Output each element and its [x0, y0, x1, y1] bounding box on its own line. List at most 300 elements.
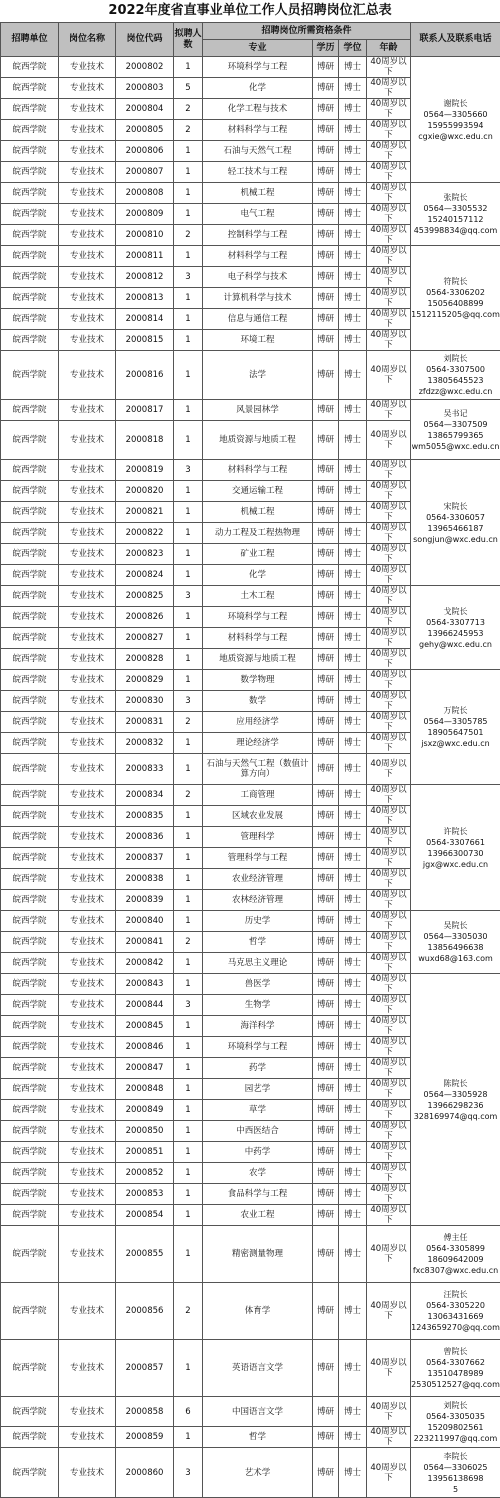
table-row — [1, 351, 500, 400]
cell-post-code: 2000826 — [116, 607, 174, 628]
cell-major: 食品科学与工程 — [203, 1184, 313, 1205]
cell-education: 博研 — [313, 78, 339, 99]
table-row — [1, 785, 500, 806]
cell-unit: 皖西学院 — [1, 691, 59, 712]
cell-count: 1 — [174, 400, 203, 421]
contact-cell — [411, 670, 500, 785]
cell-major: 化学 — [203, 565, 313, 586]
cell-major: 农业经济管理 — [203, 869, 313, 890]
cell-post-name: 专业技术 — [59, 544, 116, 565]
cell-unit: 皖西学院 — [1, 57, 59, 78]
cell-degree: 博士 — [339, 1184, 367, 1205]
cell-post-name: 专业技术 — [59, 225, 116, 246]
table-row — [1, 1283, 500, 1340]
cell-post-code: 2000841 — [116, 932, 174, 953]
contact-cell — [411, 1226, 500, 1283]
cell-age: 40周岁以下 — [367, 1121, 411, 1142]
cell-post-name: 专业技术 — [59, 607, 116, 628]
cell-education: 博研 — [313, 400, 339, 421]
cell-unit: 皖西学院 — [1, 827, 59, 848]
cell-unit: 皖西学院 — [1, 649, 59, 670]
cell-degree: 博士 — [339, 869, 367, 890]
cell-age: 40周岁以下 — [367, 99, 411, 120]
contact-name: 张院长 — [411, 192, 500, 203]
header-age: 年龄 — [367, 40, 411, 57]
cell-education: 博研 — [313, 932, 339, 953]
cell-post-name: 专业技术 — [59, 1163, 116, 1184]
cell-age: 40周岁以下 — [367, 120, 411, 141]
header-post-name: 岗位名称 — [59, 23, 116, 57]
contact-name: 吴院长 — [411, 920, 500, 931]
contact-line: 13966298236 — [411, 1100, 500, 1111]
cell-post-code: 2000814 — [116, 309, 174, 330]
cell-count: 1 — [174, 1058, 203, 1079]
cell-degree: 博士 — [339, 565, 367, 586]
cell-unit: 皖西学院 — [1, 565, 59, 586]
cell-education: 博研 — [313, 712, 339, 733]
cell-degree: 博士 — [339, 953, 367, 974]
cell-post-name: 专业技术 — [59, 288, 116, 309]
contact-line: fxc8307@wxc.edu.cn — [411, 1265, 500, 1276]
cell-unit: 皖西学院 — [1, 330, 59, 351]
contact-line: 13956138698 — [411, 1473, 500, 1484]
cell-count: 1 — [174, 1037, 203, 1058]
cell-count: 1 — [174, 733, 203, 754]
contact-line: 0564—3305928 — [411, 1089, 500, 1100]
cell-post-name: 专业技术 — [59, 1340, 116, 1397]
cell-age: 40周岁以下 — [367, 890, 411, 911]
contact-name: 符院长 — [411, 276, 500, 287]
cell-unit: 皖西学院 — [1, 869, 59, 890]
table-body — [1, 57, 500, 1498]
cell-post-code: 2000844 — [116, 995, 174, 1016]
cell-post-code: 2000833 — [116, 754, 174, 785]
cell-degree: 博士 — [339, 1016, 367, 1037]
contact-line: 0564—3305030 — [411, 931, 500, 942]
cell-count: 1 — [174, 1340, 203, 1397]
cell-degree: 博士 — [339, 670, 367, 691]
cell-count: 3 — [174, 267, 203, 288]
cell-degree: 博士 — [339, 1205, 367, 1226]
cell-post-code: 2000840 — [116, 911, 174, 932]
cell-post-name: 专业技术 — [59, 733, 116, 754]
contact-name: 宋院长 — [411, 501, 500, 512]
cell-degree: 博士 — [339, 309, 367, 330]
cell-unit: 皖西学院 — [1, 974, 59, 995]
cell-post-code: 2000804 — [116, 99, 174, 120]
cell-age: 40周岁以下 — [367, 523, 411, 544]
contact-line: cgxie@wxc.edu.cn — [411, 131, 500, 142]
cell-degree: 博士 — [339, 607, 367, 628]
cell-age: 40周岁以下 — [367, 351, 411, 400]
cell-age: 40周岁以下 — [367, 162, 411, 183]
contact-line: 0564-3306057 — [411, 512, 500, 523]
cell-unit: 皖西学院 — [1, 162, 59, 183]
cell-post-name: 专业技术 — [59, 1142, 116, 1163]
cell-post-name: 专业技术 — [59, 586, 116, 607]
cell-major: 环境工程 — [203, 330, 313, 351]
header-post-code: 岗位代码 — [116, 23, 174, 57]
cell-degree: 博士 — [339, 400, 367, 421]
cell-major: 体育学 — [203, 1283, 313, 1340]
cell-post-name: 专业技术 — [59, 204, 116, 225]
cell-degree: 博士 — [339, 351, 367, 400]
contact-line: 13966245953 — [411, 628, 500, 639]
cell-count: 1 — [174, 827, 203, 848]
cell-degree: 博士 — [339, 1448, 367, 1498]
cell-post-code: 2000845 — [116, 1016, 174, 1037]
cell-count: 3 — [174, 995, 203, 1016]
cell-age: 40周岁以下 — [367, 309, 411, 330]
cell-post-name: 专业技术 — [59, 246, 116, 267]
cell-unit: 皖西学院 — [1, 754, 59, 785]
cell-post-code: 2000853 — [116, 1184, 174, 1205]
cell-post-name: 专业技术 — [59, 565, 116, 586]
cell-post-name: 专业技术 — [59, 1205, 116, 1226]
cell-post-code: 2000855 — [116, 1226, 174, 1283]
cell-post-code: 2000852 — [116, 1163, 174, 1184]
cell-post-name: 专业技术 — [59, 691, 116, 712]
contact-cell — [411, 246, 500, 351]
cell-post-name: 专业技术 — [59, 1283, 116, 1340]
cell-education: 博研 — [313, 502, 339, 523]
cell-education: 博研 — [313, 974, 339, 995]
cell-age: 40周岁以下 — [367, 1079, 411, 1100]
cell-major: 电气工程 — [203, 204, 313, 225]
cell-major: 环境科学与工程 — [203, 607, 313, 628]
cell-unit: 皖西学院 — [1, 806, 59, 827]
cell-major: 计算机科学与技术 — [203, 288, 313, 309]
cell-unit: 皖西学院 — [1, 460, 59, 481]
cell-post-code: 2000829 — [116, 670, 174, 691]
cell-post-name: 专业技术 — [59, 1427, 116, 1448]
cell-education: 博研 — [313, 120, 339, 141]
cell-major: 数学 — [203, 691, 313, 712]
cell-post-name: 专业技术 — [59, 330, 116, 351]
cell-education: 博研 — [313, 1205, 339, 1226]
cell-age: 40周岁以下 — [367, 1397, 411, 1427]
cell-post-name: 专业技术 — [59, 869, 116, 890]
contact-line: 13966300730 — [411, 848, 500, 859]
cell-degree: 博士 — [339, 288, 367, 309]
cell-age: 40周岁以下 — [367, 1340, 411, 1397]
cell-unit: 皖西学院 — [1, 351, 59, 400]
page-title: 2022年度省直事业单位工作人员招聘岗位汇总表 — [0, 0, 500, 22]
cell-degree: 博士 — [339, 827, 367, 848]
cell-count: 1 — [174, 481, 203, 502]
table-row — [1, 670, 500, 691]
cell-post-code: 2000818 — [116, 421, 174, 460]
cell-major: 石油与天然气工程 — [203, 141, 313, 162]
cell-count: 1 — [174, 565, 203, 586]
cell-education: 博研 — [313, 869, 339, 890]
cell-age: 40周岁以下 — [367, 57, 411, 78]
cell-unit: 皖西学院 — [1, 995, 59, 1016]
cell-post-code: 2000805 — [116, 120, 174, 141]
cell-education: 博研 — [313, 162, 339, 183]
cell-major: 农林经济管理 — [203, 890, 313, 911]
cell-post-name: 专业技术 — [59, 1184, 116, 1205]
cell-age: 40周岁以下 — [367, 691, 411, 712]
cell-post-code: 2000849 — [116, 1100, 174, 1121]
cell-degree: 博士 — [339, 1079, 367, 1100]
cell-unit: 皖西学院 — [1, 932, 59, 953]
contact-line: 0564-3307662 — [411, 1357, 500, 1368]
cell-major: 精密测量物理 — [203, 1226, 313, 1283]
contact-line: 0564-3305899 — [411, 1243, 500, 1254]
cell-degree: 博士 — [339, 120, 367, 141]
cell-count: 3 — [174, 586, 203, 607]
cell-age: 40周岁以下 — [367, 733, 411, 754]
cell-post-code: 2000847 — [116, 1058, 174, 1079]
cell-count: 1 — [174, 953, 203, 974]
cell-unit: 皖西学院 — [1, 1100, 59, 1121]
contact-name: 刘院长 — [411, 353, 500, 364]
cell-count: 1 — [174, 288, 203, 309]
contact-line: 18609642009 — [411, 1254, 500, 1265]
cell-degree: 博士 — [339, 628, 367, 649]
header-education: 学历 — [313, 40, 339, 57]
cell-education: 博研 — [313, 1100, 339, 1121]
cell-post-code: 2000842 — [116, 953, 174, 974]
cell-major: 哲学 — [203, 932, 313, 953]
contact-line: 223211997@qq.com — [411, 1433, 500, 1444]
cell-count: 3 — [174, 691, 203, 712]
cell-count: 6 — [174, 1397, 203, 1427]
contact-line: 1243659270@qq.com — [411, 1322, 500, 1333]
cell-major: 动力工程及工程热物理 — [203, 523, 313, 544]
contact-name: 戈院长 — [411, 606, 500, 617]
contact-cell — [411, 785, 500, 911]
cell-age: 40周岁以下 — [367, 1058, 411, 1079]
cell-count: 1 — [174, 974, 203, 995]
contact-line: 0564—3305532 — [411, 203, 500, 214]
contact-line: 0564-3307661 — [411, 837, 500, 848]
cell-post-code: 2000843 — [116, 974, 174, 995]
cell-major: 电子科学与技术 — [203, 267, 313, 288]
cell-unit: 皖西学院 — [1, 712, 59, 733]
cell-major: 化学 — [203, 78, 313, 99]
cell-post-name: 专业技术 — [59, 57, 116, 78]
cell-post-code: 2000822 — [116, 523, 174, 544]
cell-age: 40周岁以下 — [367, 995, 411, 1016]
cell-degree: 博士 — [339, 421, 367, 460]
cell-degree: 博士 — [339, 1283, 367, 1340]
table-row — [1, 586, 500, 607]
cell-unit: 皖西学院 — [1, 848, 59, 869]
cell-unit: 皖西学院 — [1, 1427, 59, 1448]
cell-count: 1 — [174, 1205, 203, 1226]
cell-post-name: 专业技术 — [59, 141, 116, 162]
cell-post-name: 专业技术 — [59, 932, 116, 953]
cell-major: 环境科学与工程 — [203, 1037, 313, 1058]
contact-line: 15209802561 — [411, 1422, 500, 1433]
cell-post-name: 专业技术 — [59, 309, 116, 330]
cell-unit: 皖西学院 — [1, 890, 59, 911]
cell-post-code: 2000828 — [116, 649, 174, 670]
cell-education: 博研 — [313, 481, 339, 502]
cell-major: 工商管理 — [203, 785, 313, 806]
cell-post-code: 2000824 — [116, 565, 174, 586]
cell-count: 2 — [174, 225, 203, 246]
cell-education: 博研 — [313, 953, 339, 974]
cell-count: 1 — [174, 204, 203, 225]
cell-post-code: 2000803 — [116, 78, 174, 99]
cell-unit: 皖西学院 — [1, 78, 59, 99]
cell-unit: 皖西学院 — [1, 523, 59, 544]
cell-degree: 博士 — [339, 141, 367, 162]
cell-unit: 皖西学院 — [1, 1397, 59, 1427]
table-row — [1, 460, 500, 481]
cell-count: 1 — [174, 649, 203, 670]
contact-line: 13063431669 — [411, 1311, 500, 1322]
contact-line: 15056408899 — [411, 298, 500, 309]
cell-degree: 博士 — [339, 99, 367, 120]
cell-count: 1 — [174, 141, 203, 162]
contact-cell — [411, 460, 500, 586]
cell-age: 40周岁以下 — [367, 225, 411, 246]
cell-major: 园艺学 — [203, 1079, 313, 1100]
cell-post-code: 2000811 — [116, 246, 174, 267]
cell-degree: 博士 — [339, 649, 367, 670]
cell-degree: 博士 — [339, 586, 367, 607]
cell-age: 40周岁以下 — [367, 670, 411, 691]
cell-degree: 博士 — [339, 890, 367, 911]
cell-degree: 博士 — [339, 1058, 367, 1079]
cell-age: 40周岁以下 — [367, 974, 411, 995]
contact-line: wm5055@wxc.edu.cn — [411, 441, 500, 452]
cell-unit: 皖西学院 — [1, 586, 59, 607]
cell-degree: 博士 — [339, 806, 367, 827]
contact-cell — [411, 1340, 500, 1397]
cell-degree: 博士 — [339, 1427, 367, 1448]
header-degree: 学位 — [339, 40, 367, 57]
cell-count: 1 — [174, 869, 203, 890]
cell-unit: 皖西学院 — [1, 309, 59, 330]
cell-degree: 博士 — [339, 544, 367, 565]
contact-line: 13965466187 — [411, 523, 500, 534]
cell-count: 2 — [174, 932, 203, 953]
cell-education: 博研 — [313, 523, 339, 544]
contact-line: 15955993594 — [411, 120, 500, 131]
cell-major: 机械工程 — [203, 183, 313, 204]
contact-line: 453998834@qq.com — [411, 225, 500, 236]
cell-major: 化学工程与技术 — [203, 99, 313, 120]
cell-post-code: 2000858 — [116, 1397, 174, 1427]
cell-post-code: 2000834 — [116, 785, 174, 806]
cell-post-name: 专业技术 — [59, 974, 116, 995]
table-row — [1, 400, 500, 421]
cell-major: 轻工技术与工程 — [203, 162, 313, 183]
cell-education: 博研 — [313, 565, 339, 586]
cell-unit: 皖西学院 — [1, 421, 59, 460]
cell-degree: 博士 — [339, 481, 367, 502]
cell-degree: 博士 — [339, 523, 367, 544]
cell-post-name: 专业技术 — [59, 754, 116, 785]
cell-education: 博研 — [313, 1184, 339, 1205]
cell-post-code: 2000823 — [116, 544, 174, 565]
cell-unit: 皖西学院 — [1, 1184, 59, 1205]
cell-age: 40周岁以下 — [367, 204, 411, 225]
contact-line: wuxd68@163.com — [411, 953, 500, 964]
cell-unit: 皖西学院 — [1, 544, 59, 565]
cell-count: 1 — [174, 1163, 203, 1184]
cell-unit: 皖西学院 — [1, 502, 59, 523]
contact-name: 谢院长 — [411, 98, 500, 109]
cell-education: 博研 — [313, 1058, 339, 1079]
contact-cell — [411, 911, 500, 974]
cell-age: 40周岁以下 — [367, 565, 411, 586]
cell-post-name: 专业技术 — [59, 460, 116, 481]
header-contact: 联系人及联系电话 — [411, 23, 500, 57]
cell-post-name: 专业技术 — [59, 1397, 116, 1427]
cell-age: 40周岁以下 — [367, 607, 411, 628]
cell-unit: 皖西学院 — [1, 1205, 59, 1226]
cell-age: 40周岁以下 — [367, 246, 411, 267]
cell-post-name: 专业技术 — [59, 1037, 116, 1058]
cell-unit: 皖西学院 — [1, 628, 59, 649]
header-major: 专业 — [203, 40, 313, 57]
cell-post-code: 2000813 — [116, 288, 174, 309]
cell-unit: 皖西学院 — [1, 141, 59, 162]
cell-count: 2 — [174, 785, 203, 806]
cell-degree: 博士 — [339, 691, 367, 712]
contact-line: 13856496638 — [411, 942, 500, 953]
cell-degree: 博士 — [339, 754, 367, 785]
cell-post-code: 2000848 — [116, 1079, 174, 1100]
cell-degree: 博士 — [339, 460, 367, 481]
cell-count: 2 — [174, 99, 203, 120]
cell-unit: 皖西学院 — [1, 225, 59, 246]
contact-cell — [411, 974, 500, 1226]
cell-post-code: 2000832 — [116, 733, 174, 754]
cell-education: 博研 — [313, 99, 339, 120]
cell-unit: 皖西学院 — [1, 99, 59, 120]
cell-age: 40周岁以下 — [367, 1448, 411, 1498]
cell-count: 2 — [174, 120, 203, 141]
cell-post-code: 2000835 — [116, 806, 174, 827]
contact-line: 13805645523 — [411, 375, 500, 386]
cell-age: 40周岁以下 — [367, 1427, 411, 1448]
cell-degree: 博士 — [339, 1397, 367, 1427]
cell-post-name: 专业技术 — [59, 1448, 116, 1498]
cell-major: 石油与天然气工程（数值计算方向） — [203, 754, 313, 785]
table-row — [1, 57, 500, 78]
cell-count: 1 — [174, 890, 203, 911]
cell-education: 博研 — [313, 806, 339, 827]
cell-count: 1 — [174, 848, 203, 869]
cell-education: 博研 — [313, 1340, 339, 1397]
cell-age: 40周岁以下 — [367, 1184, 411, 1205]
cell-major: 机械工程 — [203, 502, 313, 523]
table-row — [1, 1340, 500, 1397]
cell-major: 药学 — [203, 1058, 313, 1079]
cell-unit: 皖西学院 — [1, 607, 59, 628]
cell-post-code: 2000836 — [116, 827, 174, 848]
contact-line: 0564-3306202 — [411, 287, 500, 298]
cell-major: 哲学 — [203, 1427, 313, 1448]
cell-age: 40周岁以下 — [367, 400, 411, 421]
cell-post-name: 专业技术 — [59, 670, 116, 691]
contact-line: jgx@wxc.edu.cn — [411, 859, 500, 870]
cell-post-name: 专业技术 — [59, 995, 116, 1016]
cell-post-name: 专业技术 — [59, 827, 116, 848]
cell-count: 1 — [174, 754, 203, 785]
cell-post-name: 专业技术 — [59, 806, 116, 827]
cell-age: 40周岁以下 — [367, 544, 411, 565]
cell-age: 40周岁以下 — [367, 586, 411, 607]
cell-major: 兽医学 — [203, 974, 313, 995]
